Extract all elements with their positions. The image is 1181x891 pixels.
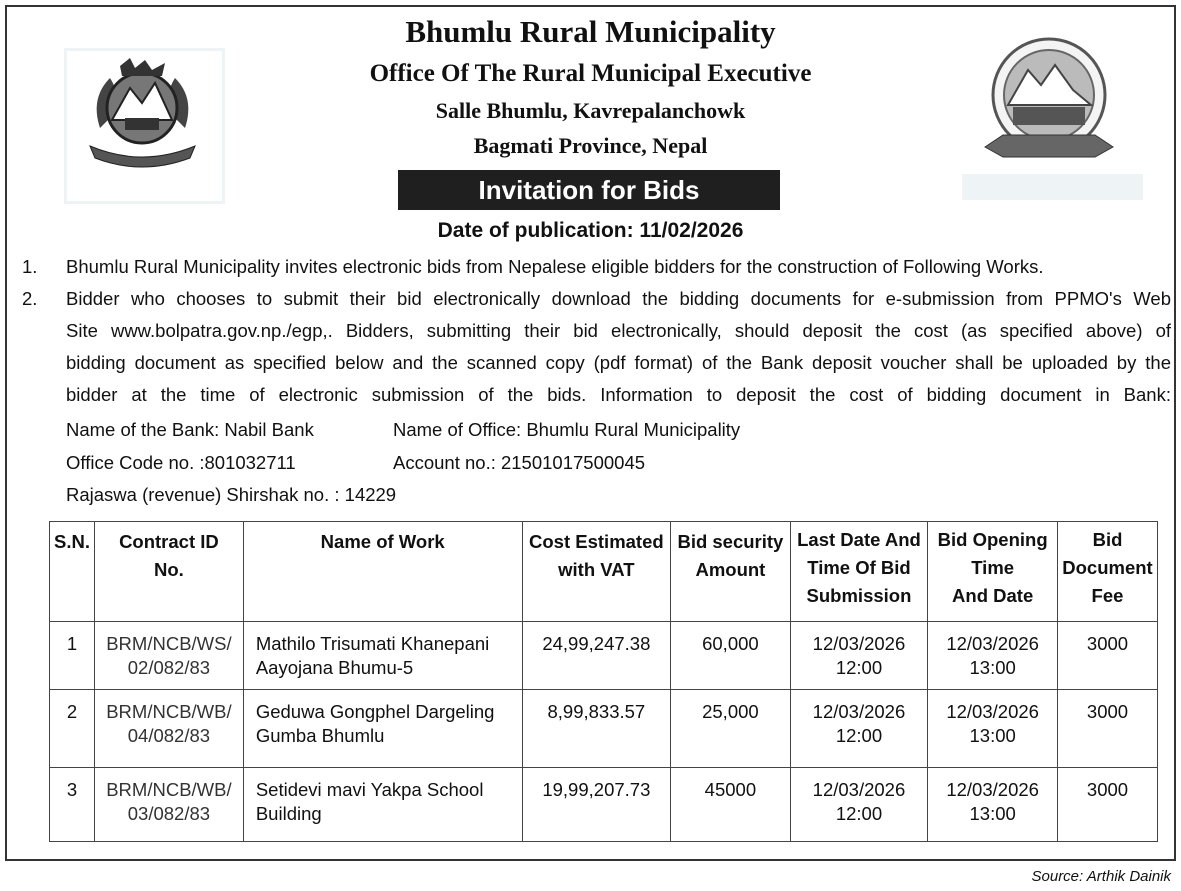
background-watermark-bar [962, 174, 1143, 200]
cell-contract-id: BRM/NCB/WS/ 02/082/83 [94, 622, 243, 690]
office-code: Office Code no. :801032711 [66, 452, 296, 473]
col-name-of-work: Name of Work [243, 522, 522, 622]
bank-name: Name of the Bank: Nabil Bank [66, 419, 314, 440]
cell-sn: 1 [50, 622, 95, 690]
table-row [50, 768, 1158, 842]
province: Bagmati Province, Nepal [473, 133, 708, 158]
cell-last-date: 12/03/2026 12:00 [790, 622, 928, 690]
cell-cost: 19,99,207.73 [522, 768, 671, 842]
cell-last-date: 12/03/2026 12:00 [790, 690, 928, 768]
account-number: Account no.: 21501017500045 [393, 452, 646, 473]
cell-opening: 12/03/2026 13:00 [928, 690, 1058, 768]
cell-contract-id: BRM/NCB/WB/ 03/082/83 [94, 768, 243, 842]
cell-cost: 8,99,833.57 [522, 690, 671, 768]
cell-fee: 3000 [1057, 690, 1157, 768]
cell-sn: 2 [50, 690, 95, 768]
source-credit: Source: Arthik Dainik [1031, 868, 1171, 885]
cell-security: 60,000 [671, 622, 790, 690]
col-bid-security: Bid security Amount [671, 522, 790, 622]
publication-date: Date of publication: 11/02/2026 [437, 219, 744, 242]
cell-work: Mathilo Trisumati Khanepani Aayojana Bhumu-5 [243, 622, 522, 690]
notice-line: Bidder who chooses to submit their bid electronically download the bidding documents for e-submission from PPMO's Web [66, 288, 1171, 309]
col-sn: S.N. [50, 522, 95, 622]
revenue-heading: Rajaswa (revenue) Shirshak no. : 14229 [66, 484, 397, 505]
cell-opening: 12/03/2026 13:00 [928, 768, 1058, 842]
table-row [50, 690, 1158, 768]
notice-line: bidding document as specified below and the scanned copy (pdf format) of the Bank deposit voucher shall be uploaded by the [66, 352, 1171, 373]
item-number: 1. [22, 256, 38, 277]
col-fee: Bid Document Fee [1057, 522, 1157, 622]
cell-security: 45000 [671, 768, 790, 842]
cell-fee: 3000 [1057, 622, 1157, 690]
cell-security: 25,000 [671, 690, 790, 768]
cell-work: Geduwa Gongphel Dargeling Gumba Bhumlu [243, 690, 522, 768]
notice-item-2 [66, 283, 1171, 411]
notice-line: Site www.bolpatra.gov.np./egp,. Bidders, submitting their bid electronically, should deposit the cost (as specified above) of [66, 320, 1171, 341]
cell-opening: 12/03/2026 13:00 [928, 622, 1058, 690]
table-row [50, 622, 1158, 690]
item-number: 2. [22, 288, 38, 309]
notice-line: bidder at the time of electronic submission of the bids. Information to deposit the cost of bidding document in Bank: [66, 384, 1171, 405]
col-cost: Cost Estimated with VAT [522, 522, 671, 622]
cell-last-date: 12/03/2026 12:00 [790, 768, 928, 842]
municipality-title: Bhumlu Rural Municipality [405, 14, 776, 49]
address: Salle Bhumlu, Kavrepalanchowk [435, 98, 746, 123]
notice-item-1: Bhumlu Rural Municipality invites electronic bids from Nepalese eligible bidders for the construction of Following Works. [66, 256, 1044, 277]
col-contract-id: Contract ID No. [94, 522, 243, 622]
col-opening: Bid Opening Time And Date [928, 522, 1058, 622]
cell-fee: 3000 [1057, 768, 1157, 842]
bids-table [49, 521, 1158, 842]
cell-contract-id: BRM/NCB/WB/ 04/082/83 [94, 690, 243, 768]
cell-work: Setidevi mavi Yakpa School Building [243, 768, 522, 842]
cell-sn: 3 [50, 768, 95, 842]
invitation-banner: Invitation for Bids [398, 170, 780, 210]
table-header-row [50, 522, 1158, 622]
col-last-date: Last Date And Time Of Bid Submission [790, 522, 928, 622]
office-title: Office Of The Rural Municipal Executive [369, 60, 812, 87]
office-name: Name of Office: Bhumlu Rural Municipality [393, 419, 741, 440]
cell-cost: 24,99,247.38 [522, 622, 671, 690]
